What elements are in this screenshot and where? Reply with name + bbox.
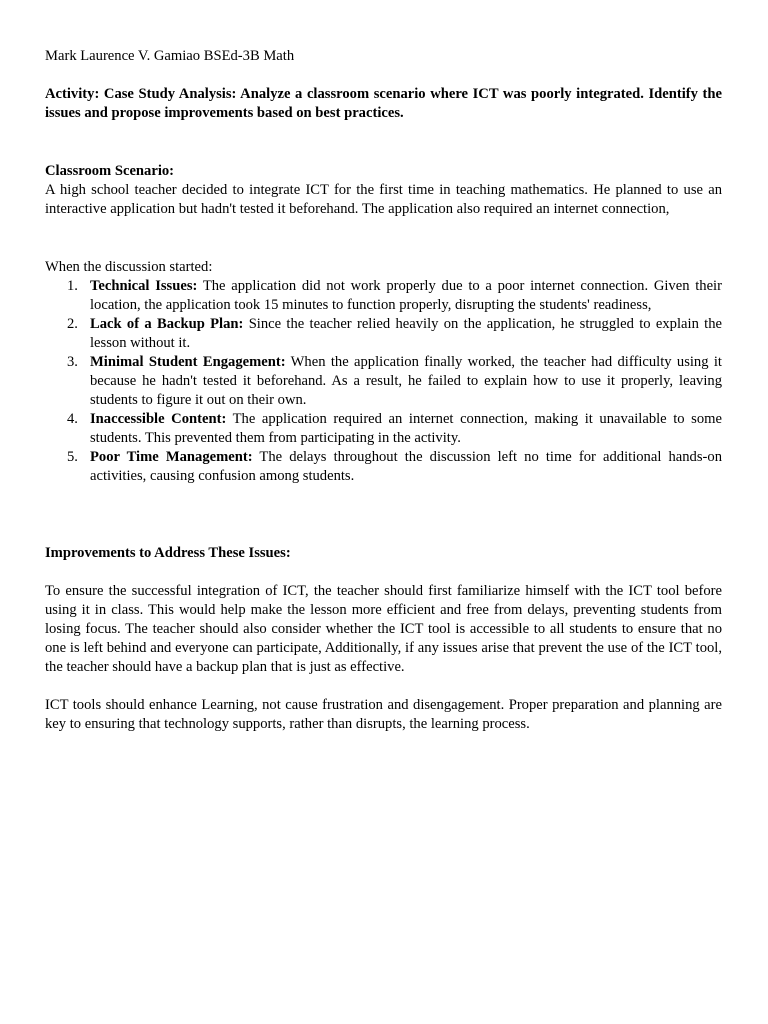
list-item-number: 3.	[67, 354, 78, 370]
issue-text: The application required an internet connection, making it unavailable to some students. This prevented them from participating in the activity.	[90, 411, 722, 446]
list-item-number: 2.	[67, 316, 78, 332]
issue-title: Minimal Student Engagement:	[90, 354, 286, 370]
list-item-number: 5.	[67, 449, 78, 465]
issue-text: The delays throughout the discussion left no time for additional hands-on activities, causing confusion among students.	[90, 449, 722, 484]
issue-title: Inaccessible Content:	[90, 411, 227, 427]
improvements-body: To ensure the successful integration of ICT, the teacher should first familiarize himself with the ICT tool before using it in class. This would help make the lesson more efficient and free from delays, preventing students from losing focus. The teacher should also consider whether the ICT tool is accessible to all students to ensure that no one is left behind and everyone can participate, Additionally, if any issues arise that prevent the use of the ICT tool, the teacher should have a backup plan that is just as effective.	[45, 583, 722, 675]
issue-text: Since the teacher relied heavily on the application, he struggled to explain the lesson without it.	[90, 316, 722, 351]
author-line: Mark Laurence V. Gamiao BSEd-3B Math	[45, 48, 295, 64]
improvements-heading: Improvements to Address These Issues:	[45, 545, 291, 561]
issue-title: Lack of a Backup Plan:	[90, 316, 244, 332]
discussion-intro: When the discussion started:	[45, 259, 213, 275]
list-item	[45, 448, 722, 486]
list-item-number: 4.	[67, 411, 78, 427]
document-page	[45, 47, 722, 734]
issue-title: Technical Issues:	[90, 278, 198, 294]
scenario-body: A high school teacher decided to integrate ICT for the first time in teaching mathematics. He planned to use an interactive application but hadn't tested it beforehand. The application also required an internet connection,	[45, 182, 722, 217]
list-item	[45, 410, 722, 448]
issues-list	[45, 277, 722, 486]
list-item	[45, 277, 722, 315]
scenario-heading: Classroom Scenario:	[45, 163, 175, 179]
issue-text: The application did not work properly due to a poor internet connection. Given their location, the application took 15 minutes to function properly, disrupting the students' readiness,	[90, 278, 722, 313]
issue-title: Poor Time Management:	[90, 449, 253, 465]
closing-paragraph: ICT tools should enhance Learning, not cause frustration and disengagement. Proper preparation and planning are key to ensuring that technology supports, rather than disrupts, the learning process.	[45, 697, 722, 732]
activity-prompt: Activity: Case Study Analysis: Analyze a classroom scenario where ICT was poorly integrated. Identify the issues and propose improvements based on best practices.	[45, 86, 722, 121]
list-item	[45, 315, 722, 353]
issue-text: When the application finally worked, the teacher had difficulty using it because he hadn't tested it beforehand. As a result, he failed to explain how to use it properly, leaving students to figure it out on their own.	[90, 354, 722, 408]
list-item	[45, 353, 722, 410]
list-item-number: 1.	[67, 278, 78, 294]
